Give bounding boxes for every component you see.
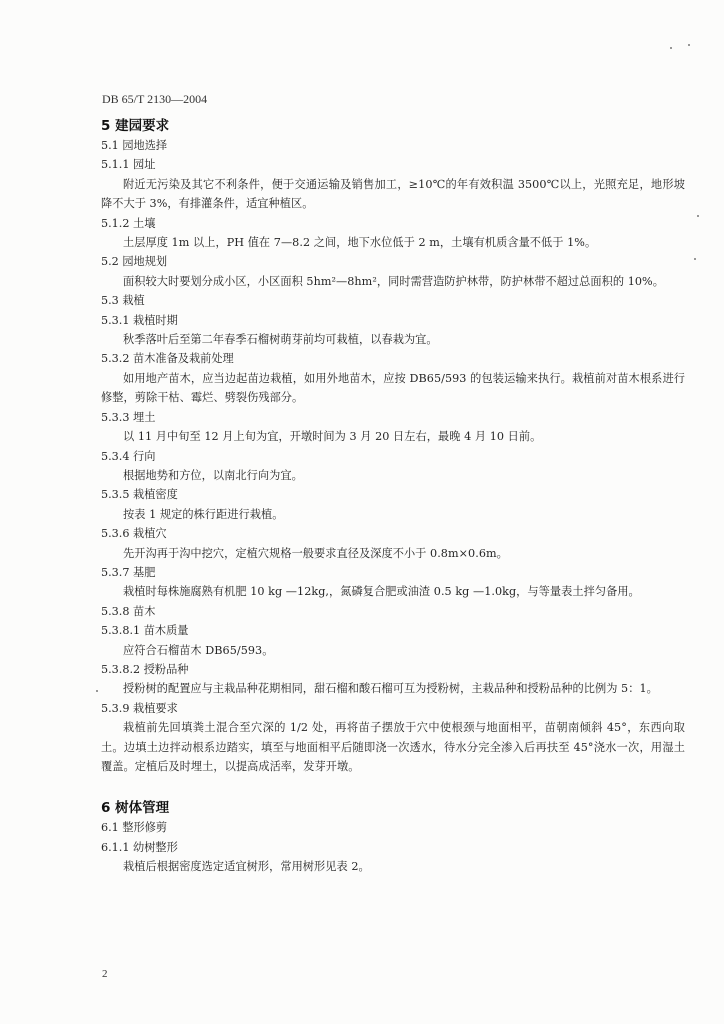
clause-heading: 5.3.4 行向 — [101, 449, 156, 463]
section-6-title: 6 树体管理 — [101, 800, 170, 817]
scan-speck — [670, 47, 672, 49]
clause-heading: 6.1.1 幼树整形 — [101, 840, 178, 854]
clause-heading: 5.3.7 基肥 — [101, 565, 156, 579]
clause-paragraph: 以 11 月中旬至 12 月上旬为宜，开墩时间为 3 月 20 日左右，最晚 4 月 10 日前。 — [123, 430, 542, 444]
clause-paragraph: 按表 1 规定的株行距进行栽植。 — [123, 507, 284, 521]
clause-heading: 5.3.2 苗木准备及栽前处理 — [101, 352, 234, 366]
clause-heading: 5.3.3 埋土 — [101, 410, 156, 424]
clause-heading: 5.3.1 栽植时期 — [101, 313, 178, 327]
clause-heading: 5.1 园地选择 — [101, 139, 168, 152]
clause-heading: 5.3.9 栽植要求 — [101, 701, 178, 715]
clause-heading: 5.2 园地规划 — [101, 255, 168, 269]
clause-paragraph: 面积较大时要划分成小区，小区面积 5hm²—8hm²，同时需营造防护林带，防护林带不超过总面积的 10%。 — [123, 274, 664, 288]
clause-heading: 6.1 整形修剪 — [101, 821, 168, 835]
clause-paragraph: 栽植后根据密度选定适宜树形，常用树形见表 2。 — [123, 860, 370, 874]
section-6-body — [101, 818, 685, 876]
clause-paragraph: 先开沟再于沟中挖穴，定植穴规格一般要求直径及深度不小于 0.8m×0.6m。 — [123, 546, 508, 560]
clause-heading: 5.1.1 园址 — [101, 158, 156, 172]
clause-paragraph: 秋季落叶后至第二年春季石榴树萌芽前均可栽植，以春栽为宜。 — [123, 333, 438, 347]
clause-paragraph: 授粉树的配置应与主栽品种花期相同，甜石榴和酸石榴可互为授粉树，主栽品种和授粉品种的比例为 5：1。 — [123, 682, 658, 696]
section-gap — [101, 776, 685, 798]
clause-heading: 5.3.8.2 授粉品种 — [101, 662, 189, 676]
clause-paragraph: 土层厚度 1m 以上，PH 值在 7—8.2 之间，地下水位低于 2 m，土壤有机质含量不低于 1%。 — [123, 236, 597, 250]
section-5-body — [101, 136, 685, 776]
clause-heading: 5.1.2 土壤 — [101, 216, 156, 230]
scan-speck — [688, 44, 690, 46]
scan-speck — [96, 690, 98, 692]
clause-paragraph: 附近无污染及其它不利条件，便于交通运输及销售加工，≥10℃的年有效积温 3500℃以上，光照充足，地形坡降不大于 3%，有排灌条件，适宜种植区。 — [101, 177, 685, 211]
clause-paragraph: 栽植前先回填粪土混合至穴深的 1/2 处，再将苗子摆放于穴中使根颈与地面相平，苗朝南倾斜 45°，东西向取土。边填土边拌动根系边踏实，填至与地面相平后随即浇一次透水，待水分完全渗入后再扶至 45°浇水一次，用湿土覆盖。定植后及时埋土，以提高成活率，发芽开墩。 — [101, 721, 685, 773]
page-content — [101, 116, 685, 877]
clause-heading: 5.3.6 栽植穴 — [101, 527, 167, 541]
clause-paragraph: 应符合石榴苗木 DB65/593。 — [123, 643, 274, 657]
section-5-title: 5 建园要求 — [101, 118, 170, 134]
clause-heading: 5.3.8 苗木 — [101, 604, 156, 618]
clause-heading: 5.3.8.1 苗木质量 — [101, 624, 189, 638]
standard-code-header: DB 65/T 2130—2004 — [102, 92, 208, 106]
scan-speck — [697, 215, 699, 217]
clause-paragraph: 根据地势和方位，以南北行向为宜。 — [123, 468, 303, 482]
clause-heading: 5.3.5 栽植密度 — [101, 488, 178, 502]
page-number: 2 — [102, 968, 108, 980]
clause-paragraph: 栽植时每株施腐熟有机肥 10 kg —12kg,，氮磷复合肥或油渣 0.5 kg —1.0kg，与等量表土拌匀备用。 — [123, 585, 640, 599]
scan-speck — [694, 258, 696, 260]
clause-paragraph: 如用地产苗木，应当边起苗边栽植，如用外地苗木，应按 DB65/593 的包装运输来执行。栽植前对苗木根系进行修整，剪除干枯、霉烂、劈裂伤残部分。 — [101, 371, 685, 405]
clause-heading: 5.3 栽植 — [101, 294, 145, 308]
